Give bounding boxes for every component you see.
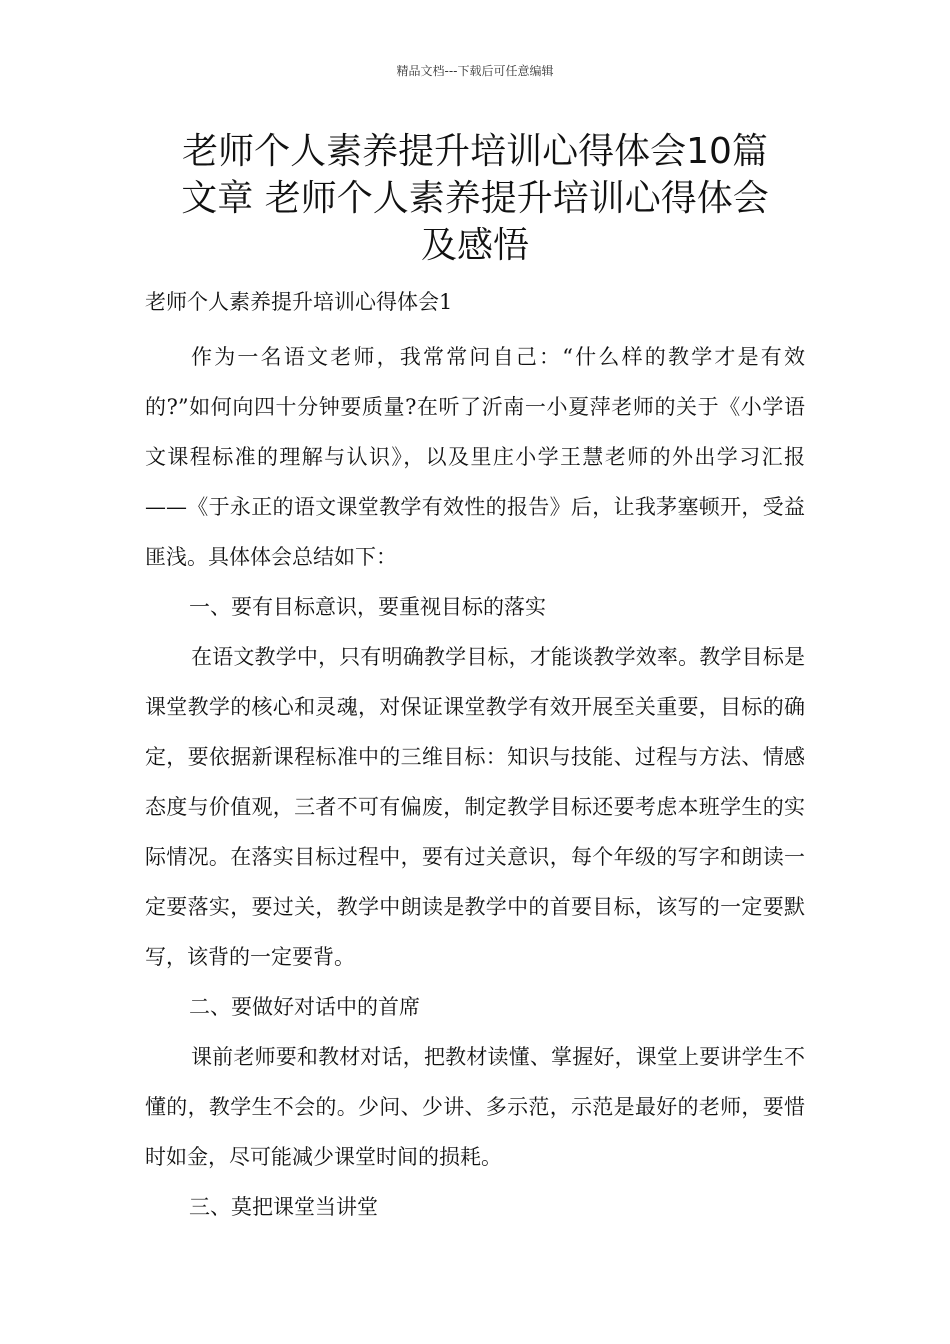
intro-paragraph: 作为一名语文老师，我常常问自己：“什么样的教学才是有效的?”如何向四十分钟要质量?在听了沂南一小夏萍老师的关于《小学语文课程标准的理解与认识》，以及里庄小学王慧老师的外出学习汇报——《于永正的语文课堂教学有效性的报告》后，让我茅塞顿开，受益匪浅。具体体会总结如下： xyxy=(145,345,805,569)
paragraph-2: 课前老师要和教材对话，把教材读懂、掌握好，课堂上要讲学生不懂的，教学生不会的。少问、少讲、多示范，示范是最好的老师，要惜时如金，尽可能减少课堂时间的损耗。 xyxy=(145,1045,805,1169)
title-line-1: 老师个人素养提升培训心得体会10篇 xyxy=(182,131,768,172)
title-line-2: 文章 老师个人素养提升培训心得体会 xyxy=(181,178,769,219)
document-title xyxy=(145,128,805,269)
section-label: 老师个人素养提升培训心得体会1 xyxy=(145,290,453,314)
heading-3: 三、莫把课堂当讲堂 xyxy=(189,1195,378,1219)
paragraph-1: 在语文教学中，只有明确教学目标，才能谈教学效率。教学目标是课堂教学的核心和灵魂，对保证课堂教学有效开展至关重要，目标的确定，要依据新课程标准中的三维目标：知识与技能、过程与方法、情感态度与价值观，三者不可有偏废，制定教学目标还要考虑本班学生的实际情况。在落实目标过程中，要有过关意识，每个年级的写字和朗读一定要落实，要过关，教学中朗读是教学中的首要目标，该写的一定要默写，该背的一定要背。 xyxy=(145,645,805,969)
heading-1: 一、要有目标意识，要重视目标的落实 xyxy=(189,595,546,619)
heading-2: 二、要做好对话中的首席 xyxy=(189,995,420,1019)
title-line-3: 及感悟 xyxy=(420,225,529,266)
page-header-note: 精品文档---下载后可任意编辑 xyxy=(396,64,554,78)
document-body xyxy=(145,282,805,1232)
